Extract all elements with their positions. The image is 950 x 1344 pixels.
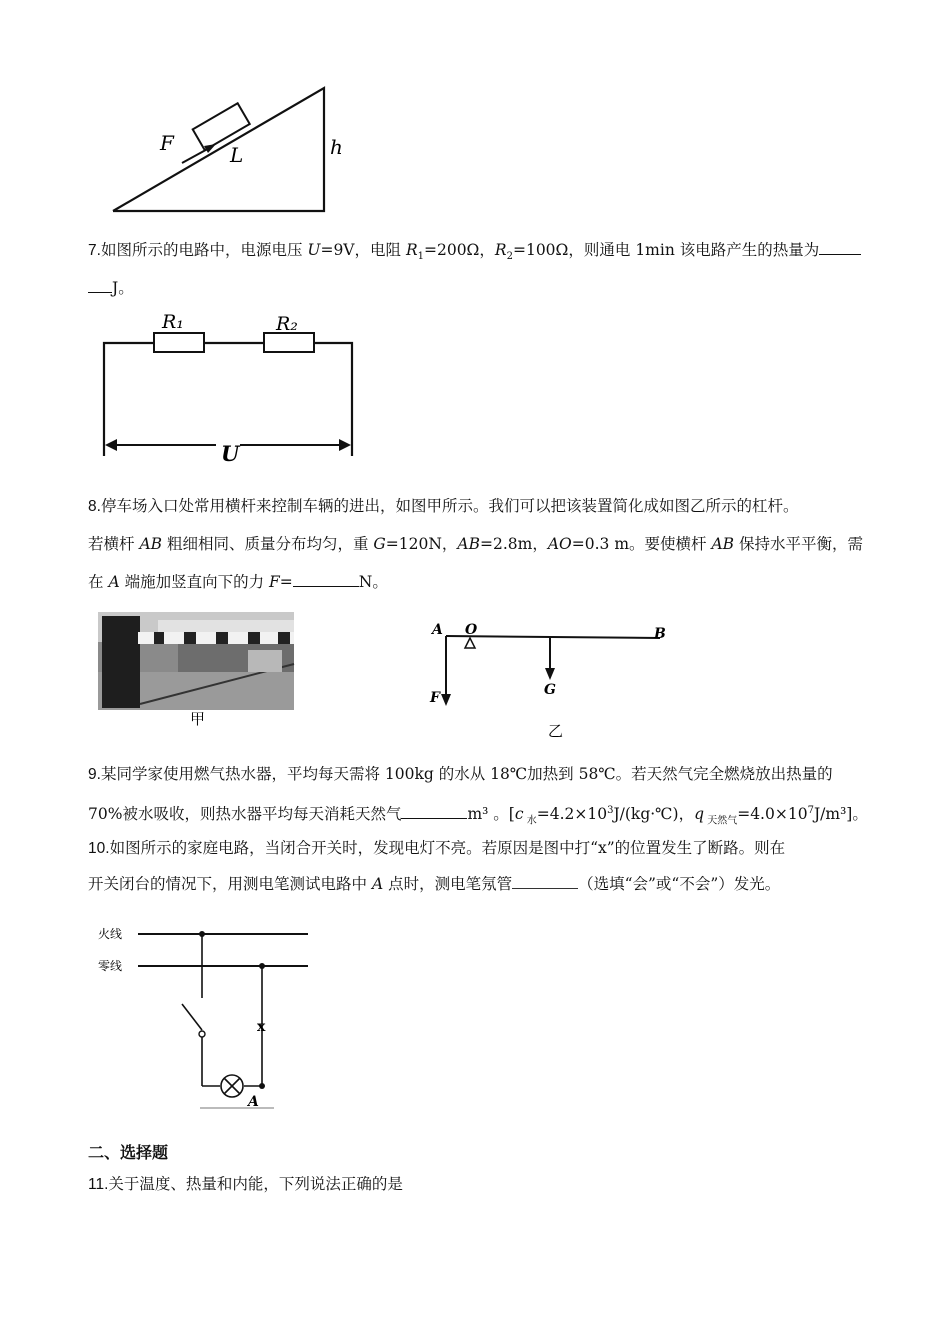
question-9: 9.某同学家使用燃气热水器，平均每天需将 100kg 的水从 18℃加热到 58℃。若天然气完全燃烧放出热量的	[88, 765, 833, 783]
lever-figure	[428, 618, 676, 746]
figure-label-yi: 乙	[548, 722, 564, 740]
question-number: 10.	[88, 840, 110, 857]
question-10-line2: 开关闭台的情况下，用测电笔测试电路中 A 点时，测电笔氖管 （选填“会”或“不会”）发光。	[88, 875, 781, 893]
break-mark: x	[257, 1019, 266, 1035]
question-number: 7.	[88, 242, 101, 259]
svg-text:R₁: R₁	[162, 311, 184, 333]
height-label: h	[330, 135, 343, 159]
svg-text:A: A	[432, 622, 443, 638]
length-label: L	[230, 143, 244, 167]
question-8-line2: 若横杆 AB 粗细相同、质量分布均匀，重 G=120N，AB=2.8m，AO=0.3 m。要使横杆 AB 保持水平平衡，需	[88, 535, 863, 553]
svg-text:F: F	[430, 690, 440, 706]
question-number: 11.	[88, 1176, 109, 1193]
series-circuit-figure	[98, 308, 360, 470]
force-label: F	[160, 131, 174, 155]
answer-blank[interactable]	[819, 240, 861, 255]
question-10: 10.如图所示的家庭电路，当闭合开关时，发现电灯不亮。若原因是图中打“x”的位置发生了断路。则在	[88, 839, 786, 857]
question-8: 8.停车场入口处常用横杆来控制车辆的进出，如图甲所示。我们可以把该装置简化成如图乙所示的杠杆。	[88, 497, 799, 515]
question-number: 8.	[88, 498, 101, 515]
household-circuit-figure	[96, 918, 316, 1114]
answer-blank[interactable]	[88, 278, 112, 293]
resistor-r1	[154, 333, 204, 352]
question-number: 9.	[88, 766, 101, 783]
section-title: 二、选择题	[88, 1143, 169, 1162]
figure-label-jia: 甲	[190, 710, 206, 728]
svg-text:R₂: R₂	[276, 313, 298, 335]
svg-text:火线: 火线	[98, 927, 123, 941]
resistor-r2	[264, 333, 314, 352]
answer-blank[interactable]	[512, 874, 578, 889]
answer-blank[interactable]	[401, 804, 467, 819]
parking-barrier-photo	[98, 612, 296, 742]
question-11: 11.关于温度、热量和内能，下列说法正确的是	[88, 1175, 403, 1193]
svg-text:零线: 零线	[98, 959, 123, 973]
question-9-line2: 70%被水吸收，则热水器平均每天消耗天然气 m³ 。[c $_水=4.2\times 10^3J/(kg\cdot℃)$，q $_{天然气}=4.0\times 10^7J/m^3$]。	[88, 805, 868, 827]
point-a-label: A	[248, 1094, 259, 1110]
question-7-line2: J。	[88, 278, 134, 298]
svg-text:G: G	[544, 682, 556, 698]
question-8-line3: 在 A 端施加竖直向下的力 F= N。	[88, 573, 388, 591]
voltage-label: U	[221, 441, 240, 466]
answer-blank[interactable]	[293, 572, 359, 587]
svg-text:O: O	[465, 622, 478, 638]
incline-figure	[100, 80, 343, 220]
question-7: 7.如图所示的电路中，电源电压 U=9V，电阻 $R_1=200\Omega$，$R_2=100\Omega$，则通电 1min 该电路产生的热量为	[88, 240, 861, 267]
svg-text:B: B	[654, 626, 666, 642]
